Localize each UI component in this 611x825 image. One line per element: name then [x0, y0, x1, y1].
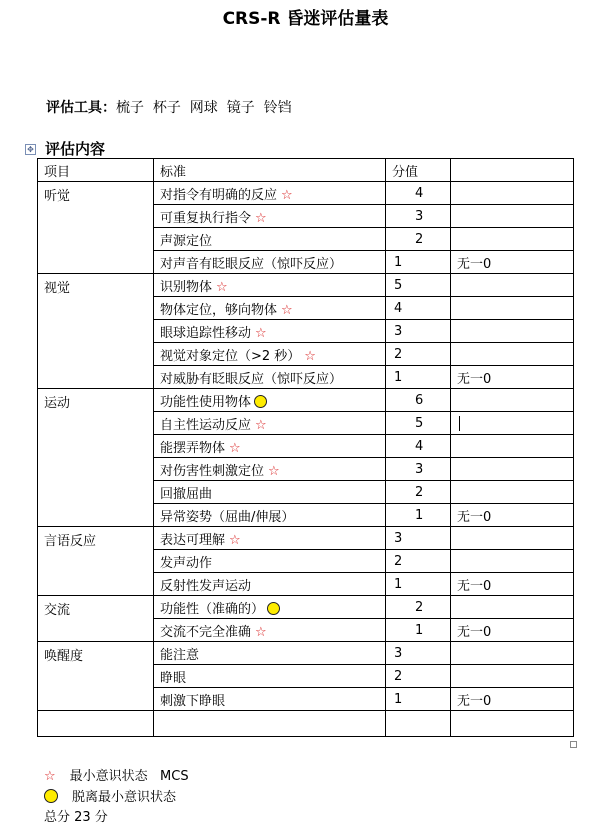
standard-cell [154, 389, 386, 412]
standard-cell [154, 297, 386, 320]
standard-text: 对声音有眨眼反应（惊吓反应） [160, 256, 343, 272]
note-cell [451, 527, 574, 550]
table-header-row [38, 159, 574, 182]
standard-cell [154, 366, 386, 389]
circle-icon [254, 395, 267, 408]
standard-cell [154, 711, 386, 737]
item-cell: 唤醒度 [38, 642, 154, 711]
legend-star [44, 765, 189, 784]
score-cell: 3 [386, 320, 451, 343]
tools-items: 梳子 杯子 网球 镜子 铃铛 [116, 100, 292, 116]
standard-text: 功能性（准确的） [160, 601, 265, 617]
standard-cell [154, 251, 386, 274]
score-cell: 1 [386, 573, 451, 596]
table-row [38, 274, 574, 297]
circle-icon [44, 789, 58, 803]
star-icon: ☆ [216, 279, 228, 295]
note-text: 无一0 [457, 693, 492, 709]
note-cell [451, 642, 574, 665]
note-text: 无一0 [457, 624, 492, 640]
score-cell: 1 [386, 504, 451, 527]
note-cell [451, 366, 574, 389]
note-cell [451, 688, 574, 711]
header-note [451, 159, 574, 182]
table-move-handle-icon[interactable]: ✥ [25, 144, 36, 155]
standard-cell [154, 573, 386, 596]
note-cell [451, 297, 574, 320]
standard-text: 回撤屈曲 [160, 486, 213, 502]
table-row [38, 596, 574, 619]
score-cell: 1 [386, 688, 451, 711]
note-cell [451, 251, 574, 274]
note-cell [451, 711, 574, 737]
standard-text: 表达可理解 [160, 532, 226, 548]
standard-text: 识别物体 [160, 279, 213, 295]
star-icon: ☆ [304, 348, 316, 364]
score-cell: 5 [386, 412, 451, 435]
header-standard: 标准 [154, 159, 386, 182]
header-item: 项目 [38, 159, 154, 182]
score-cell: 3 [386, 205, 451, 228]
score-cell: 2 [386, 228, 451, 251]
item-cell [38, 711, 154, 737]
table-resize-handle[interactable] [570, 741, 577, 748]
standard-cell [154, 412, 386, 435]
note-cell [451, 320, 574, 343]
score-cell: 5 [386, 274, 451, 297]
standard-text: 反射性发声运动 [160, 578, 252, 594]
standard-text: 睁眼 [160, 670, 187, 686]
score-cell: 2 [386, 481, 451, 504]
score-cell: 4 [386, 297, 451, 320]
item-cell: 听觉 [38, 182, 154, 274]
note-cell [451, 458, 574, 481]
item-cell: 交流 [38, 596, 154, 642]
circle-icon [267, 602, 280, 615]
standard-text: 能注意 [160, 647, 200, 663]
standard-cell [154, 274, 386, 297]
note-text: 无一0 [457, 578, 492, 594]
standard-cell [154, 527, 386, 550]
standard-cell [154, 596, 386, 619]
note-cell[interactable] [451, 412, 574, 435]
document-title: CRS-R 昏迷评估量表 [222, 9, 389, 29]
note-cell [451, 389, 574, 412]
standard-cell [154, 320, 386, 343]
score-cell: 2 [386, 665, 451, 688]
star-icon: ☆ [255, 417, 267, 433]
note-text: 无一0 [457, 256, 492, 272]
score-cell [386, 711, 451, 737]
star-icon: ☆ [229, 440, 241, 456]
tools-label: 评估工具： [46, 100, 116, 116]
score-cell: 2 [386, 550, 451, 573]
note-cell [451, 619, 574, 642]
score-cell: 1 [386, 251, 451, 274]
note-text: 无一0 [457, 509, 492, 525]
text-cursor [459, 416, 460, 431]
note-cell [451, 435, 574, 458]
score-cell: 4 [386, 182, 451, 205]
note-cell [451, 205, 574, 228]
standard-text: 眼球追踪性移动 [160, 325, 252, 341]
score-cell: 3 [386, 458, 451, 481]
score-cell: 4 [386, 435, 451, 458]
note-cell [451, 481, 574, 504]
note-cell [451, 665, 574, 688]
table-row [38, 182, 574, 205]
standard-cell [154, 458, 386, 481]
standard-cell [154, 550, 386, 573]
star-icon: ☆ [255, 210, 267, 226]
note-cell [451, 504, 574, 527]
standard-text: 可重复执行指令 [160, 210, 252, 226]
standard-text: 刺激下睁眼 [160, 693, 226, 709]
standard-text: 声源定位 [160, 233, 213, 249]
score-cell: 3 [386, 527, 451, 550]
standard-cell [154, 619, 386, 642]
score-cell: 3 [386, 642, 451, 665]
score-cell: 1 [386, 619, 451, 642]
table-row [38, 711, 574, 737]
content-heading: 评估内容 [45, 140, 106, 158]
note-cell [451, 182, 574, 205]
note-cell [451, 596, 574, 619]
standard-cell [154, 343, 386, 366]
note-cell [451, 274, 574, 297]
header-score: 分值 [386, 159, 451, 182]
standard-cell [154, 665, 386, 688]
standard-text: 视觉对象定位（>2 秒） [160, 348, 301, 364]
note-cell [451, 343, 574, 366]
standard-cell [154, 688, 386, 711]
standard-cell [154, 504, 386, 527]
star-icon: ☆ [44, 769, 56, 784]
total-score: 总分 23 分 [44, 810, 108, 825]
star-icon: ☆ [281, 302, 293, 318]
item-cell: 视觉 [38, 274, 154, 389]
standard-text: 对指令有明确的反应 [160, 187, 278, 203]
standard-text: 发声动作 [160, 555, 213, 571]
score-cell: 2 [386, 343, 451, 366]
standard-cell [154, 228, 386, 251]
legend-circle [44, 786, 176, 805]
standard-cell [154, 182, 386, 205]
standard-text: 自主性运动反应 [160, 417, 252, 433]
table-row [38, 642, 574, 665]
standard-cell [154, 205, 386, 228]
star-icon: ☆ [229, 532, 241, 548]
standard-cell [154, 481, 386, 504]
standard-text: 对威胁有眨眼反应（惊吓反应） [160, 371, 343, 387]
note-cell [451, 573, 574, 596]
crs-r-table [37, 158, 574, 737]
standard-cell [154, 435, 386, 458]
standard-text: 能摆弄物体 [160, 440, 226, 456]
star-icon: ☆ [255, 624, 267, 640]
star-icon: ☆ [281, 187, 293, 203]
score-cell: 2 [386, 596, 451, 619]
note-cell [451, 228, 574, 251]
score-cell: 6 [386, 389, 451, 412]
note-text: 无一0 [457, 371, 492, 387]
standard-text: 对伤害性刺激定位 [160, 463, 265, 479]
item-cell: 言语反应 [38, 527, 154, 596]
standard-text: 异常姿势（屈曲/伸展） [160, 509, 295, 525]
standard-text: 功能性使用物体 [160, 394, 252, 410]
star-icon: ☆ [268, 463, 280, 479]
table-row [38, 527, 574, 550]
score-cell: 1 [386, 366, 451, 389]
item-cell: 运动 [38, 389, 154, 527]
standard-text: 物体定位，够向物体 [160, 302, 278, 318]
legend-circle-text: 脱离最小意识状态 [72, 790, 177, 805]
legend-star-text: 最小意识状态 MCS [69, 769, 189, 784]
standard-text: 交流不完全准确 [160, 624, 252, 640]
assessment-tools-line [46, 97, 292, 117]
standard-cell [154, 642, 386, 665]
note-cell [451, 550, 574, 573]
star-icon: ☆ [255, 325, 267, 341]
table-row [38, 389, 574, 412]
